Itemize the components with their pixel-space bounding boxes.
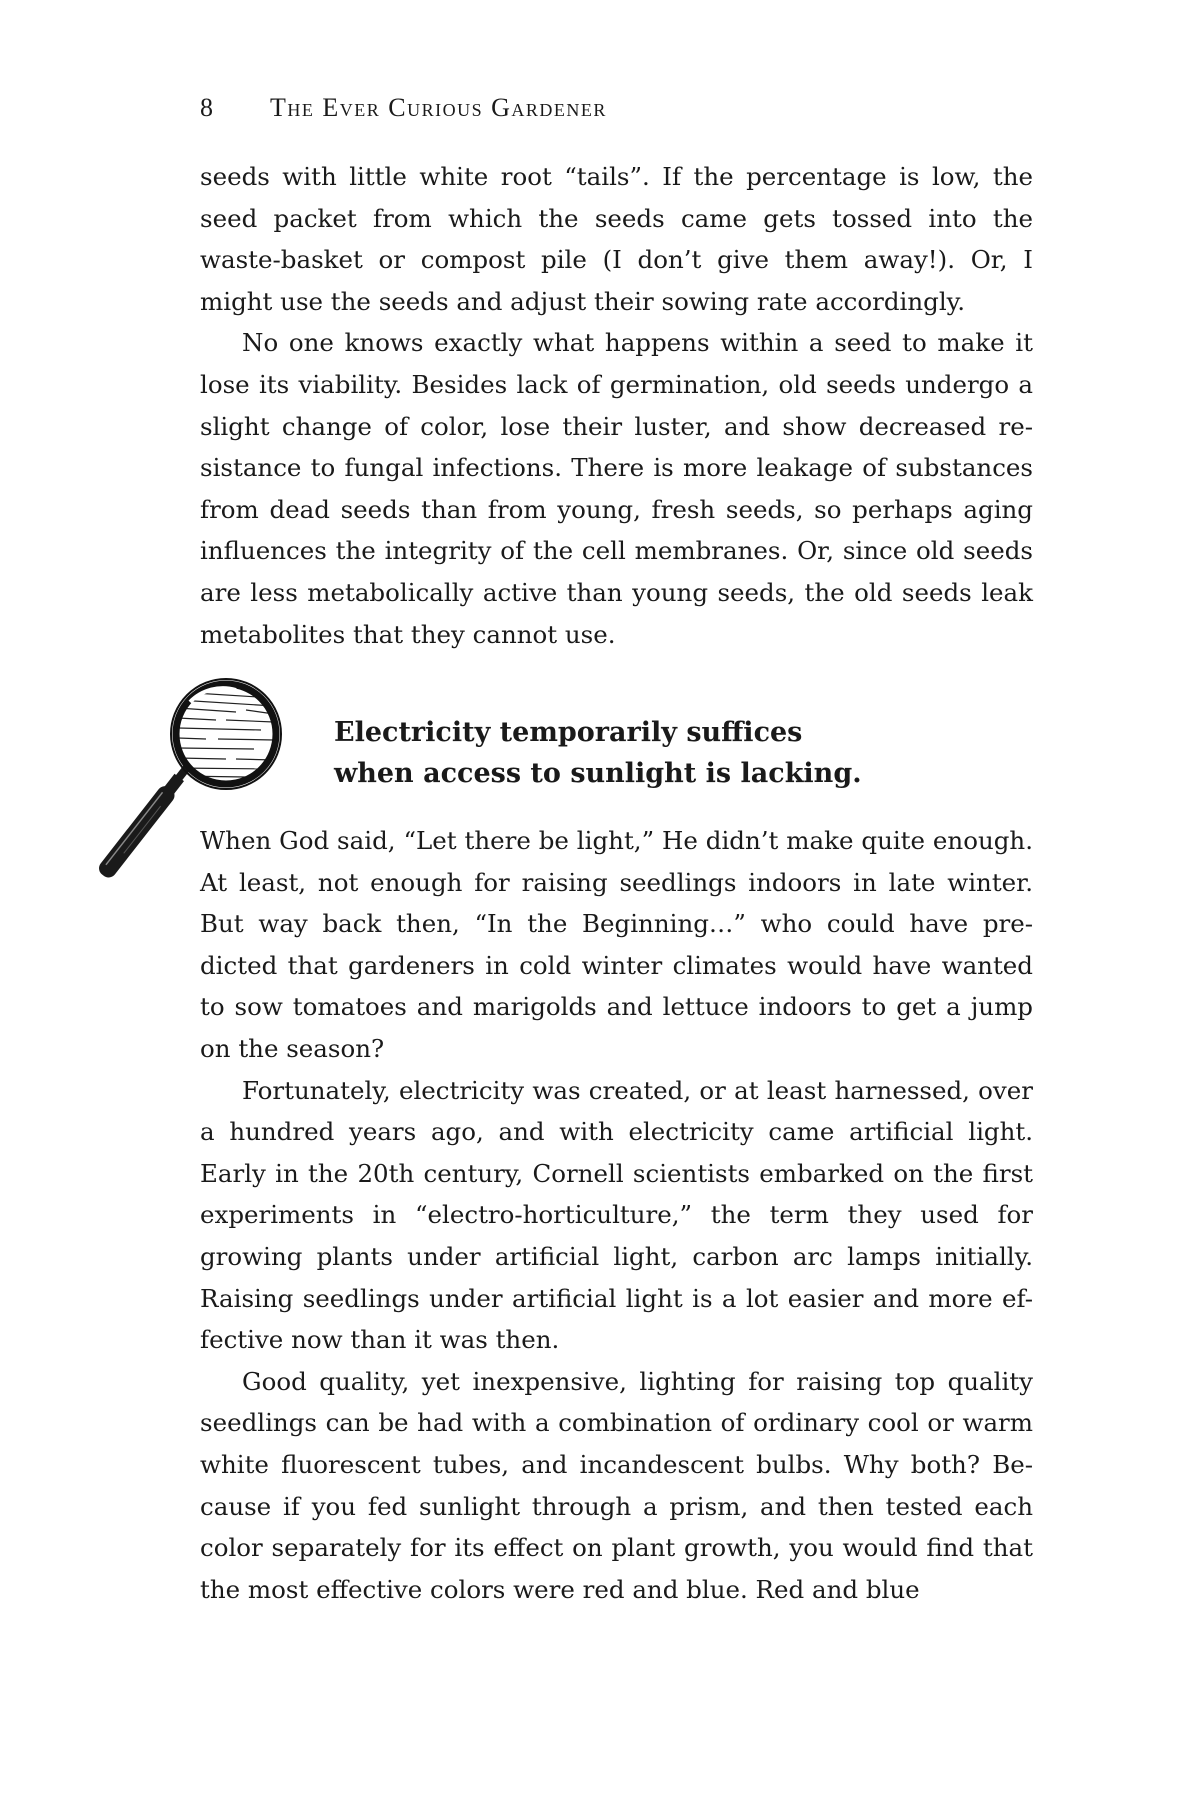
paragraph: seeds with little white root “tails”. If the percentage is low, the seed packet from which the seeds came gets tossed into the waste-basket or compost pile (I don’t give them away!). Or, I might use the seeds and adjust their sowing rate accordingly.: [200, 162, 1033, 316]
page-number: 8: [200, 93, 214, 122]
text-block-1: [200, 156, 1033, 655]
heading-line-1: Electricity temporarily suffices: [334, 717, 803, 748]
paragraph: Fortunately, electricity was created, or at least harnessed, over a hundred years ago, and with electricity came artificial light. Early in the 20th century, Cornell scientists embarked on the first experiments in “electro-horticulture,” the term they used for growing plants under artificial light, carbon arc lamps initially. Raising seedlings under artificial light is a lot easier and more ef-fective now than it was then.: [200, 1075, 1033, 1355]
paragraph: When God said, “Let there be light,” He didn’t make quite enough. At least, not enough for raising seedlings indoors in late winter. But way back then, “In the Beginning…” who could have pre-dicted that gardeners in cold winter climates would have wanted to sow tomatoes and marigolds and lettuce indoors to get a jump on the season?: [200, 826, 1033, 1063]
book-title: The Ever Curious Gardener: [270, 93, 607, 122]
section-heading: [334, 712, 1034, 794]
running-head: [200, 88, 607, 128]
text-block-2: [200, 820, 1033, 1610]
heading-line-2: when access to sunlight is lacking.: [334, 758, 862, 789]
paragraph: No one knows exactly what happens within a seed to make it lose its viability. Besides lack of germination, old seeds undergo a slight change of color, lose their luster, and show decreased re-sistance to fungal infections. There is more leakage of substances from dead seeds than from young, fresh seeds, so perhaps aging influences the integrity of the cell membranes. Or, since old seeds are less metabolically active than young seeds, the old seeds leak metabolites that they cannot use.: [200, 328, 1033, 649]
paragraph: Good quality, yet inexpensive, lighting for raising top quality seedlings can be had with a combination of ordinary cool or warm white fluorescent tubes, and incandescent bulbs. Why both? Be-cause if you fed sunlight through a prism, and then tested each color separately for its effect on plant growth, you would find that the most effective colors were red and blue. Red and blue: [200, 1366, 1033, 1604]
